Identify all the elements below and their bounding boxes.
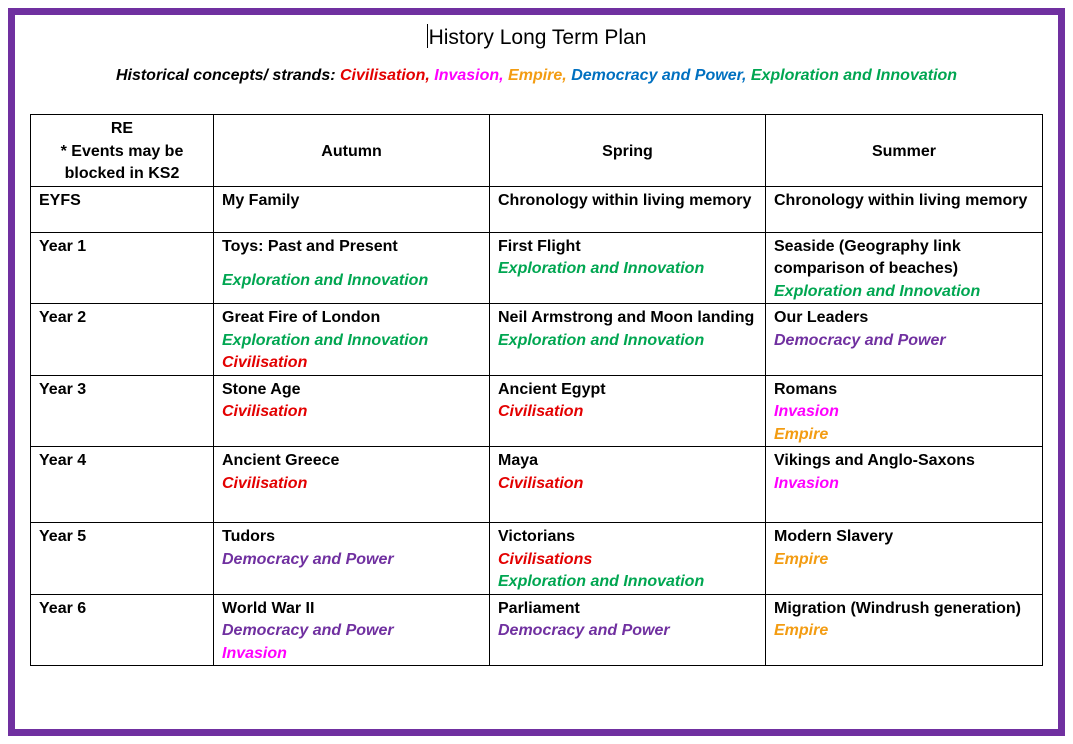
autumn-cell	[214, 594, 490, 666]
year-cell: EYFS	[31, 186, 214, 232]
text-cursor	[427, 24, 428, 48]
summer-cell	[766, 304, 1043, 376]
year-cell: Year 6	[31, 594, 214, 666]
topic: Migration (Windrush generation)	[774, 599, 1021, 617]
strands-line	[0, 67, 1073, 85]
summer-cell	[766, 232, 1043, 304]
autumn-cell	[214, 186, 490, 232]
strand-tag: Exploration and Innovation	[774, 282, 981, 300]
autumn-cell	[214, 447, 490, 523]
topic: Vikings and Anglo-Saxons	[774, 452, 975, 469]
spring-cell	[490, 447, 766, 523]
strand-tag: Democracy and Power	[222, 550, 394, 568]
column-header-spring: Spring	[490, 115, 766, 187]
re-header-note: * Events may be blocked in KS2	[60, 142, 184, 182]
summer-cell	[766, 523, 1043, 595]
table-row	[31, 523, 1043, 595]
strand-tag: Exploration and Innovation	[222, 331, 429, 349]
table-row	[31, 594, 1043, 666]
strand-separator: ,	[741, 67, 751, 84]
strand-tag: Invasion	[774, 474, 839, 492]
strand-tag: Empire	[774, 425, 829, 443]
strand-tag: Civilisations	[498, 550, 593, 568]
topic: Chronology within living memory	[774, 191, 1028, 209]
spring-cell	[490, 523, 766, 595]
strand-tag: Exploration and Innovation	[498, 331, 705, 349]
year-cell: Year 4	[31, 447, 214, 523]
table-row	[31, 232, 1043, 304]
topic: Victorians	[498, 528, 576, 545]
spring-cell	[490, 232, 766, 304]
topic: World War II	[222, 599, 315, 617]
strand-civilisation: Civilisation	[340, 67, 426, 84]
topic: Seaside (Geography link comparison of beaches)	[774, 237, 961, 277]
strand-tag: Empire	[774, 550, 829, 568]
spring-cell	[490, 375, 766, 447]
strand-tag: Civilisation	[222, 354, 308, 371]
page-title-text: History Long Term Plan	[428, 26, 647, 49]
topic: Modern Slavery	[774, 528, 894, 545]
column-header-summer: Summer	[766, 115, 1043, 187]
strand-tag: Civilisation	[498, 474, 584, 492]
year-cell: Year 2	[31, 304, 214, 376]
topic: Neil Armstrong and Moon landing	[498, 309, 755, 326]
strand-separator: ,	[499, 67, 509, 84]
strand-empire: Empire	[508, 67, 563, 84]
strands-prefix: Historical concepts/ strands:	[115, 67, 340, 84]
year-cell: Year 3	[31, 375, 214, 447]
strand-tag: Exploration and Innovation	[498, 573, 705, 590]
spring-cell	[490, 304, 766, 376]
topic: Maya	[498, 452, 539, 469]
table-row	[31, 375, 1043, 447]
header-row	[31, 115, 1043, 187]
strand-tag: Exploration and Innovation	[498, 260, 705, 277]
strand-exploration-and-innovation: Exploration and Innovation	[750, 67, 958, 84]
table-row	[31, 304, 1043, 376]
summer-cell	[766, 375, 1043, 447]
strand-separator: ,	[562, 67, 572, 84]
topic: Chronology within living memory	[498, 191, 752, 209]
column-header-autumn: Autumn	[214, 115, 490, 187]
topic: My Family	[222, 191, 300, 209]
autumn-cell	[214, 232, 490, 304]
strand-tag: Democracy and Power	[774, 331, 946, 349]
autumn-cell	[214, 375, 490, 447]
spring-cell	[490, 594, 766, 666]
summer-cell	[766, 186, 1043, 232]
strand-tag: Invasion	[222, 644, 287, 662]
year-cell: Year 5	[31, 523, 214, 595]
page-title	[0, 24, 1073, 50]
year-cell: Year 1	[31, 232, 214, 304]
strand-tag: Civilisation	[222, 474, 308, 492]
strand-tag: Exploration and Innovation	[222, 272, 429, 289]
strand-invasion: Invasion	[434, 67, 500, 84]
topic: Toys: Past and Present	[222, 237, 398, 255]
table-row	[31, 447, 1043, 523]
strand-tag: Invasion	[774, 403, 839, 420]
strand-tag: Empire	[774, 622, 829, 639]
strand-tag: Civilisation	[222, 403, 308, 420]
strand-tag: Civilisation	[498, 403, 584, 420]
topic: Our Leaders	[774, 309, 869, 326]
strand-tag: Democracy and Power	[222, 622, 394, 639]
re-header-title: RE	[110, 120, 134, 137]
topic: Ancient Egypt	[498, 380, 606, 398]
re-header-cell	[31, 115, 214, 187]
topic: Tudors	[222, 528, 276, 545]
topic: Ancient Greece	[222, 452, 340, 469]
topic: Great Fire of London	[222, 309, 381, 326]
strand-democracy-and-power: Democracy and Power	[571, 67, 742, 84]
autumn-cell	[214, 523, 490, 595]
spring-cell	[490, 186, 766, 232]
strand-separator: ,	[425, 67, 435, 84]
long-term-plan-table	[30, 114, 1043, 666]
strand-tag: Democracy and Power	[498, 622, 670, 639]
topic: First Flight	[498, 237, 581, 255]
summer-cell	[766, 594, 1043, 666]
topic: Stone Age	[222, 380, 301, 398]
topic: Romans	[774, 380, 838, 398]
autumn-cell	[214, 304, 490, 376]
topic: Parliament	[498, 599, 580, 617]
summer-cell	[766, 447, 1043, 523]
table-row	[31, 186, 1043, 232]
